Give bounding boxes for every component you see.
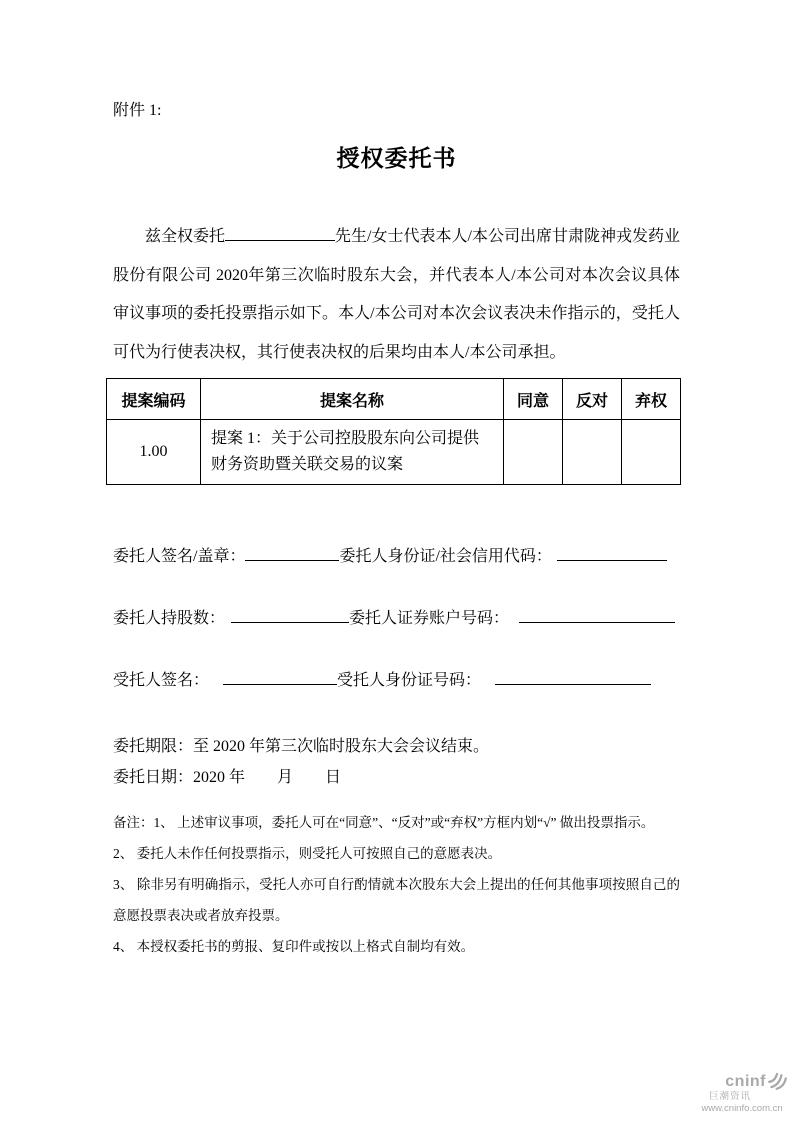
principal-account-blank-line <box>519 607 675 623</box>
note-text-1: 1、 上述审议事项，委托人可在“同意”、“反对”或“弃权”方框内划“√” 做出投票指示。 <box>153 815 655 830</box>
authorization-date-line: 委托日期：2020 年 月 日 <box>113 769 342 786</box>
terms-section <box>113 731 680 793</box>
principal-account-label: 委托人证券账户号码： <box>349 610 510 627</box>
note-item-3: 3、 除非另有明确指示，受托人亦可自行酌情就本次股东大会上提出的任何其他事项按照自己的意愿投票表决或者放弃投票。 <box>113 877 680 923</box>
agree-vote-cell <box>504 420 563 485</box>
trustee-signature-row <box>113 669 680 693</box>
authorization-period-line: 委托期限：至 2020 年第三次临时股东大会会议结束。 <box>113 738 490 755</box>
column-header-proposal-name: 提案名称 <box>201 379 504 420</box>
notes-section <box>113 807 680 962</box>
column-header-against: 反对 <box>563 379 622 420</box>
trustee-signature-blank-line <box>223 669 337 685</box>
cninfo-swirl-icon <box>767 1070 788 1091</box>
cninfo-watermark <box>694 1073 790 1114</box>
cninfo-url: www.cninfo.com.cn <box>701 1102 783 1114</box>
note-item-1 <box>113 807 680 838</box>
notes-label: 备注： <box>113 815 154 830</box>
attachment-label: 附件 1: <box>113 102 162 119</box>
note-item-4: 4、 本授权委托书的剪报、复印件或按以上格式自制均有效。 <box>113 939 475 954</box>
trustee-name-blank-line <box>225 226 335 241</box>
proposal-code-cell: 1.00 <box>107 420 201 485</box>
signature-section <box>113 545 680 693</box>
cninfo-chinese-name: 巨潮资讯 <box>708 1091 751 1103</box>
abstain-vote-cell <box>622 420 681 485</box>
column-header-agree: 同意 <box>504 379 563 420</box>
principal-shares-blank-line <box>231 607 349 623</box>
principal-signature-row <box>113 545 680 569</box>
principal-shares-row <box>113 607 680 631</box>
cninfo-logo-text: cninf <box>725 1073 766 1091</box>
document-title: 授权委托书 <box>336 145 457 171</box>
against-vote-cell <box>563 420 622 485</box>
column-header-abstain: 弃权 <box>622 379 681 420</box>
proposal-name-cell: 提案 1：关于公司控股股东向公司提供财务资助暨关联交易的议案 <box>201 420 504 485</box>
column-header-proposal-code: 提案编码 <box>107 379 201 420</box>
principal-signature-blank-line <box>245 545 339 561</box>
paragraph-suffix: 先生/女士代表本人/本公司出席甘肃陇神戎发药业股份有限公司 2020年第三次临时股东大会，并代表本人/本公司对本次会议具体审议事项的委托投票指示如下。本人/本公司对本次会议表决未作指示的，受托人可代为行使表决权，其行使表决权的后果均由本人/本公司承担。 <box>113 228 680 361</box>
proposal-vote-table <box>106 378 681 485</box>
principal-shares-label: 委托人持股数： <box>113 610 226 627</box>
table-header-row <box>107 379 681 420</box>
table-row <box>107 420 681 485</box>
principal-signature-label: 委托人签名/盖章： <box>113 548 246 565</box>
trustee-id-label: 受托人身份证号码： <box>337 672 482 689</box>
trustee-signature-label: 受托人签名： <box>113 672 210 689</box>
note-item-2: 2、 委托人未作任何投票指示，则受托人可按照自己的意愿表决。 <box>113 846 502 861</box>
trustee-id-blank-line <box>495 669 651 685</box>
authorization-paragraph <box>113 218 680 372</box>
paragraph-prefix: 兹全权委托 <box>145 228 226 245</box>
cninfo-logo-row <box>694 1073 790 1091</box>
principal-id-blank-line <box>557 545 667 561</box>
principal-id-label: 委托人身份证/社会信用代码： <box>339 548 552 565</box>
